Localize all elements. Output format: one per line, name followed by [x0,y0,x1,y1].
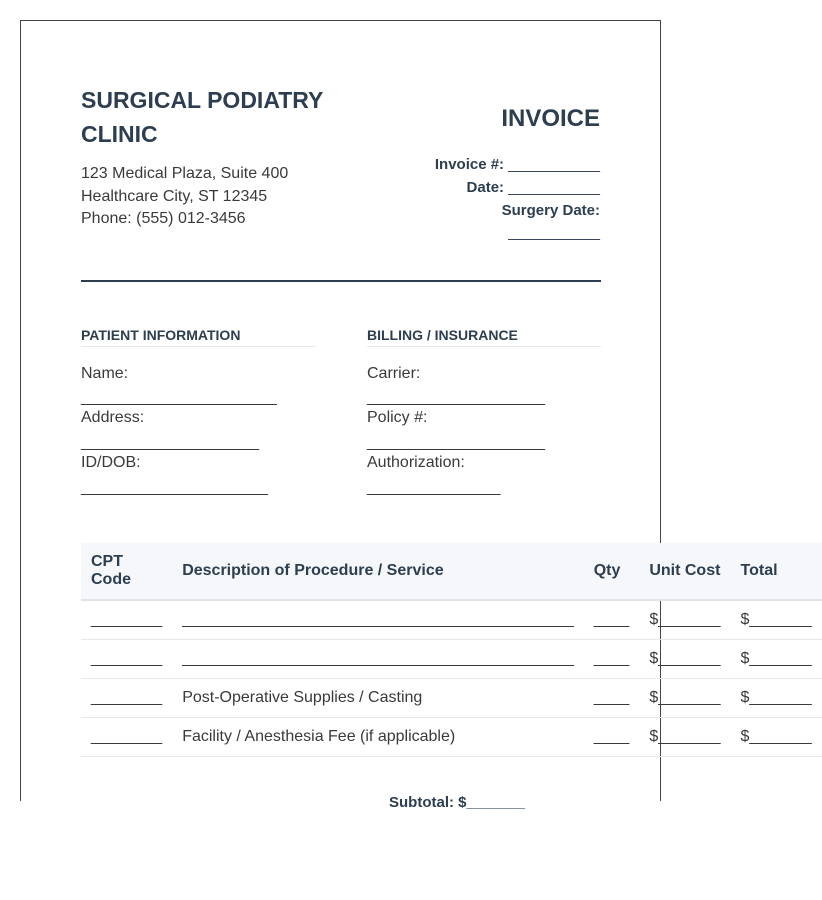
col-header-description: Description of Procedure / Service [172,543,584,600]
policy-label: Policy #: [367,409,428,426]
patient-name-label: Name: [81,365,129,382]
table-row [81,718,822,757]
col-header-total: Total [731,543,822,600]
col-header-cpt-line2: Code [91,571,131,588]
patient-info-heading: PATIENT INFORMATION [81,327,241,343]
surgery-date-blank[interactable]: ___________ [508,224,600,241]
table-row [81,600,822,640]
qty-cell[interactable]: ____ [584,718,640,757]
subtotal-field[interactable]: $_______ [458,794,525,811]
patient-id-dob-field[interactable]: _____________________ [81,479,268,496]
carrier-field[interactable]: ____________________ [367,389,545,406]
clinic-phone: Phone: (555) 012-3456 [81,210,246,227]
table-header-row [81,543,822,600]
total-cell[interactable]: $_______ [731,600,822,640]
unit-cost-cell[interactable]: $_______ [639,600,730,640]
subtotal-label: Subtotal: [389,794,454,811]
line-items-table [81,543,822,757]
clinic-address-line2: Healthcare City, ST 12345 [81,188,268,205]
col-header-cpt [81,543,172,600]
clinic-name: SURGICAL PODIATRY CLINIC [81,87,323,147]
description-cell: Facility / Anesthesia Fee (if applicable) [172,718,584,757]
surgery-date-field[interactable] [508,224,600,241]
patient-address-field[interactable]: ____________________ [81,434,259,451]
authorization-label: Authorization: [367,454,465,471]
qty-cell[interactable]: ____ [584,640,640,679]
col-header-qty: Qty [584,543,640,600]
cpt-cell[interactable]: ________ [81,600,172,640]
unit-cost-cell[interactable]: $_______ [639,718,730,757]
patient-info-divider [81,346,315,347]
col-header-cpt-line1: CPT [91,553,123,570]
qty-cell[interactable]: ____ [584,679,640,718]
cpt-cell[interactable]: ________ [81,640,172,679]
patient-name-field[interactable]: ______________________ [81,389,277,406]
invoice-date-row [467,179,600,196]
patient-id-dob-label: ID/DOB: [81,454,141,471]
patient-address-label: Address: [81,409,145,426]
cpt-cell[interactable]: ________ [81,679,172,718]
billing-insurance-heading: BILLING / INSURANCE [367,327,518,343]
carrier-label: Carrier: [367,365,421,382]
invoice-page [20,20,812,811]
header-divider [81,280,601,282]
invoice-number-field[interactable]: ___________ [508,156,600,173]
billing-divider [367,346,601,347]
table-row [81,640,822,679]
qty-cell[interactable]: ____ [584,600,640,640]
subtotal-row [389,794,525,811]
description-cell: Post-Operative Supplies / Casting [172,679,584,718]
col-header-unit-cost: Unit Cost [639,543,730,600]
description-cell[interactable]: ____________________________________________ [172,600,584,640]
surgery-date-label: Surgery Date: [501,202,600,219]
invoice-date-field[interactable]: ___________ [508,179,600,196]
policy-field[interactable]: ____________________ [367,434,545,451]
total-cell[interactable]: $_______ [731,679,822,718]
clinic-address-line1: 123 Medical Plaza, Suite 400 [81,165,289,182]
cpt-cell[interactable]: ________ [81,718,172,757]
invoice-number-label: Invoice #: [434,156,505,173]
unit-cost-cell[interactable]: $_______ [639,640,730,679]
invoice-title: INVOICE [501,105,600,132]
invoice-date-label: Date: [466,179,505,196]
description-cell[interactable]: ____________________________________________ [172,640,584,679]
total-cell[interactable]: $_______ [731,718,822,757]
unit-cost-cell[interactable]: $_______ [639,679,730,718]
table-row [81,679,822,718]
authorization-field[interactable]: _______________ [367,479,501,496]
invoice-number-row [435,156,600,173]
total-cell[interactable]: $_______ [731,640,822,679]
